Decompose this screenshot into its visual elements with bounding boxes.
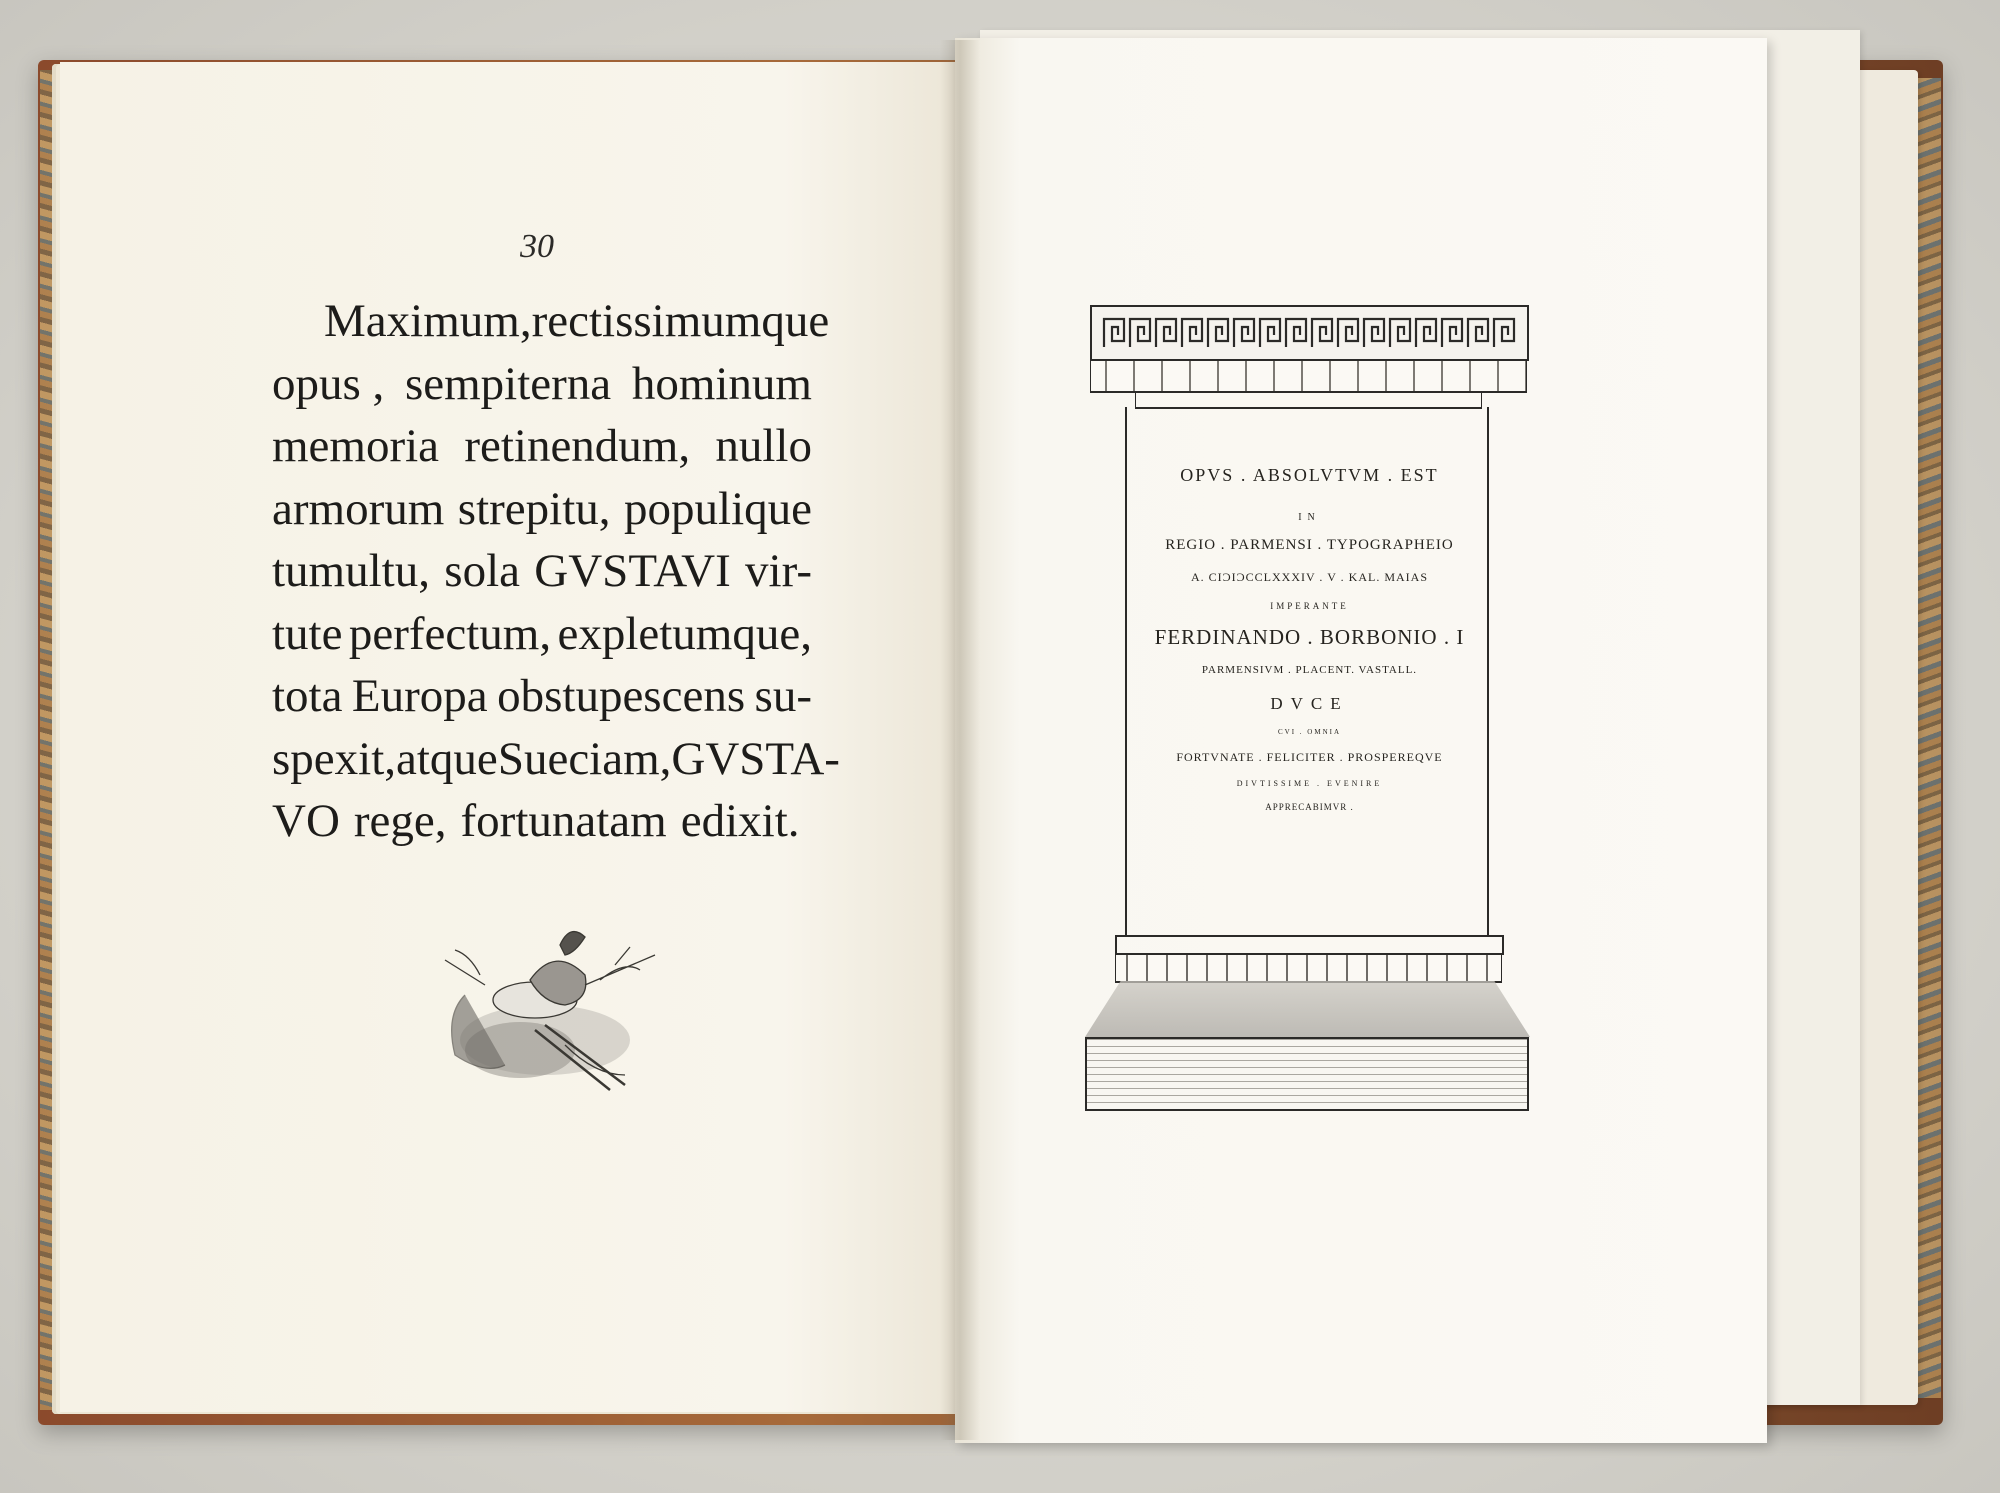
text-word: su- (754, 670, 812, 722)
inscription-line-6: FERDINANDO . BORBONIO . I (1154, 625, 1465, 649)
text-word: opus , (272, 357, 385, 410)
inscription-line-12: APPRECABIMVR . (1265, 802, 1354, 812)
text-word: Europa (351, 670, 488, 722)
greek-key-frieze (1090, 305, 1529, 361)
text-word: rege, (353, 795, 447, 847)
inscription-pedestal (1085, 305, 1525, 1110)
inscription-line-2: IN (1298, 512, 1321, 523)
text-word: vir- (745, 545, 812, 597)
text-word: tute (272, 607, 343, 660)
text-word: GVSTAVI (534, 545, 731, 597)
text-word: sempiterna (404, 357, 612, 410)
text-word: populique (624, 482, 812, 535)
text-line (272, 603, 812, 666)
text-line (272, 478, 812, 541)
text-word: tota (272, 670, 343, 722)
text-word: strepitu, (457, 482, 611, 535)
book-gutter (940, 40, 980, 1440)
page-number: 30 (520, 228, 554, 265)
inscription-line-1: OPVS . ABSOLVTVM . EST (1180, 465, 1439, 485)
inscription-line-8: DVCE (1270, 694, 1349, 713)
text-line (272, 728, 840, 791)
base-band (1115, 935, 1504, 955)
text-word: rectissimumque (531, 295, 830, 347)
text-line (272, 665, 812, 728)
text-word: nullo (715, 420, 812, 472)
text-word: tumultu, (272, 545, 430, 597)
text-word: expletumque, (557, 607, 812, 660)
anthemion-band (1090, 361, 1527, 393)
latin-text-block (272, 290, 840, 853)
text-word: spexit,atque (272, 732, 498, 785)
inscription-line-11: DIVTISSIME . EVENIRE (1236, 779, 1383, 788)
text-word: obstupescens (497, 670, 746, 722)
text-word: memoria (272, 420, 440, 472)
inscription-line-4: A. CIƆIƆCCLXXXIV . V . KAL. MAIAS (1190, 570, 1429, 584)
inscription-line-7: PARMENSIVM . PLACENT. VASTALL. (1201, 664, 1418, 676)
text-word: Maximum, (324, 295, 532, 347)
inscription-line-9: CVI . OMNIA (1277, 728, 1342, 736)
text-word: hominum (631, 357, 812, 410)
text-line (272, 540, 812, 603)
text-word: perfectum, (348, 607, 552, 660)
text-word: Sueciam,GVSTA- (497, 732, 840, 785)
helmet-shield-trophy-vignette (425, 925, 685, 1095)
text-line (272, 353, 812, 416)
inscription (1137, 465, 1482, 812)
text-line (272, 790, 812, 853)
base-slope (1085, 981, 1530, 1037)
text-word: armorum (272, 482, 445, 535)
text-word: fortunatam (460, 795, 667, 847)
text-word: sola (444, 545, 520, 597)
text-word: edixit. (680, 795, 800, 847)
inscription-line-10: FORTVNATE . FELICITER . PROSPEREQVE (1176, 750, 1443, 764)
text-line (272, 290, 830, 353)
text-word: retinendum, (464, 420, 691, 472)
inscription-line-3: REGIO . PARMENSI . TYPOGRAPHEIO (1165, 537, 1454, 553)
base-plinth (1085, 1037, 1529, 1111)
inscription-line-5: IMPERANTE (1270, 601, 1349, 611)
text-line (272, 415, 812, 478)
text-word: VO (272, 795, 340, 847)
base-ornament-band (1115, 955, 1502, 983)
